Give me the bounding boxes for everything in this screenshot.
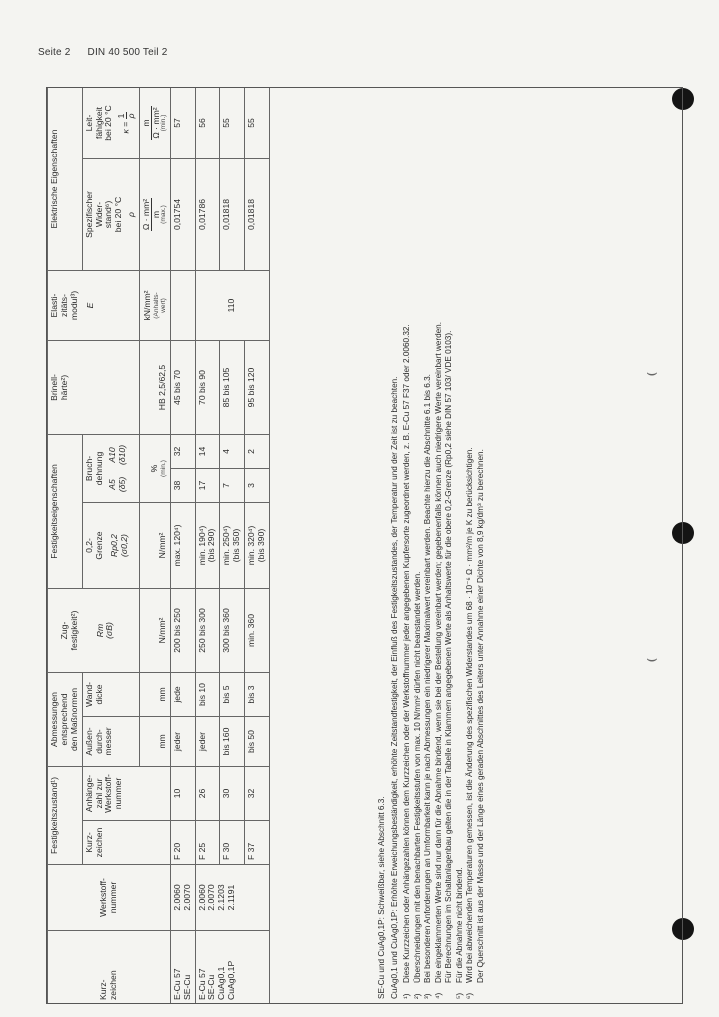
unit-mm-1: mm xyxy=(140,717,171,767)
e-label: Elasti- zitäts- modul³) xyxy=(49,290,79,321)
footnote-marker xyxy=(444,983,455,999)
col-leitfaehigkeit xyxy=(82,87,139,158)
cell-fz: F 37 xyxy=(245,821,270,865)
unit-percent: % xyxy=(149,464,160,473)
group-festigkeitszustand: Festigkeitszustand¹) xyxy=(48,767,83,865)
footnote-text: Überschneidungen mit den benachbarten Festigkeitsstufen von max. 10 N/mm² dürfen nicht beanstandet werden. xyxy=(412,571,422,983)
col-wanddicke: Wand- dicke xyxy=(82,673,139,717)
note-erweichung: CuAg0,1 und CuAg0,1P: Erhöhte Erweichungsbeständigkeit, erhöhte Zeitstandfestigkeit, der Einfluß des Festigkeitszustandes, der Temperatur und der Zeit ist zu beachten. xyxy=(389,376,399,999)
cell-aussen: bis 160 xyxy=(220,717,245,767)
cell-a10: 14 xyxy=(195,435,220,469)
cell-e-value: 110 xyxy=(195,271,269,341)
cell-fz: F 20 xyxy=(170,821,195,865)
col-bruchdehnung xyxy=(82,435,139,503)
rho-symbol: ρ xyxy=(126,212,137,217)
cell-wand: bis 10 xyxy=(195,673,220,717)
zug-label: Zug- festigkeit²) xyxy=(58,610,79,651)
rho-unit-num: Ω · mm² xyxy=(141,198,151,231)
col-fz-kurzzeichen: Kurz- zeichen xyxy=(82,821,170,865)
footnote-marker: ⁵) xyxy=(454,992,464,999)
cell-werkstoff-group1: 2.0060 2.0070 xyxy=(170,865,195,931)
cell-wand: jede xyxy=(170,673,195,717)
cell-zug: 200 bis 250 xyxy=(170,589,195,673)
properties-table xyxy=(47,87,270,1004)
e-symbol: E xyxy=(84,302,95,309)
footnote xyxy=(444,99,455,999)
cell-anh: 30 xyxy=(220,767,245,821)
a10-symbol: A10 (δ10) xyxy=(107,444,128,465)
unit-e xyxy=(140,271,171,341)
table-row xyxy=(195,87,220,1004)
cell-fz: F 25 xyxy=(195,821,220,865)
footnote-text: Für Berechnungen im Schaltanlagenbau gelten die in der Tabelle in Klammern angegebenen Werte als Anhaltswerte für die obere 0,2-Grenze (Rp0,2 siehe DIN 57 103/ VDE 0103). xyxy=(444,330,453,983)
cell-kappa: 56 xyxy=(195,87,220,158)
cell-rho: 0,01786 xyxy=(195,159,220,271)
cell-hb: 95 bis 120 xyxy=(245,341,270,435)
footnote xyxy=(465,99,476,999)
e-note: (Anhalts- wert) xyxy=(152,292,168,319)
unit-r02: N/mm² xyxy=(140,503,171,589)
cell-hb: 45 bis 70 xyxy=(170,341,195,435)
cell-anh: 32 xyxy=(245,767,270,821)
cell-kappa: 55 xyxy=(220,87,245,158)
col-02-grenze xyxy=(82,503,139,589)
footnote xyxy=(476,99,487,999)
r02-symbol: Rp0,2 (σ0,2) xyxy=(109,534,130,557)
footnote-marker: ³) xyxy=(423,993,432,999)
cell-a10: 2 xyxy=(245,435,270,469)
cell-werkstoff-group2: 2.0060 2.0070 2.1203 2.1191 xyxy=(195,865,269,931)
leit-label: Leit- fähigkeit bei 20 °C xyxy=(83,105,114,141)
cell-zug: 250 bis 300 xyxy=(195,589,220,673)
footnote xyxy=(434,99,445,999)
table-row xyxy=(170,87,195,1004)
col-zugfestigkeit xyxy=(48,589,140,673)
col-kurzzeichen: Kurz- zeichen xyxy=(48,931,171,1005)
col-elastizitaetsmodul xyxy=(48,271,140,341)
col-spez-widerstand xyxy=(82,159,139,271)
cell-wand: bis 3 xyxy=(245,673,270,717)
cell-a5: 38 xyxy=(170,469,195,503)
footnote-marker: ¹) xyxy=(402,993,411,999)
cell-rho: 0,01818 xyxy=(220,159,245,271)
footnote-text: Bei besonderen Anforderungen an Umformbarkeit kann je nach Abmessungen ein niedrigerer Maximalwert vereinbart werden. Beachte hierzu die Abschnitte 6.1 bis 6.3. xyxy=(423,374,432,983)
cell-aussen: jeder xyxy=(170,717,195,767)
footnote xyxy=(423,99,434,999)
rho-unit-den: m xyxy=(150,210,161,219)
cell-r02: min. 320⁴) (bis 390) xyxy=(245,503,270,589)
cell-aussen: jeder xyxy=(195,717,220,767)
wid-label: Spezifischer Wider- stand⁶) bei 20 °C xyxy=(83,191,124,238)
footnote xyxy=(413,99,424,999)
unit-rho xyxy=(140,159,171,271)
cell-a10: 4 xyxy=(220,435,245,469)
footnote-marker: ²) xyxy=(412,993,422,999)
kappa-min: (min.) xyxy=(160,114,168,132)
group-abmessungen: Abmessungen entsprechend den Maßnormen xyxy=(48,673,83,767)
kappa-unit-den: Ω · mm² xyxy=(150,107,161,139)
cell-fz: F 30 xyxy=(220,821,245,865)
zug-symbol: Rm (σB) xyxy=(94,622,115,639)
cell-e-empty xyxy=(170,271,195,341)
cell-aussen: bis 50 xyxy=(245,717,270,767)
kappa-den: ρ xyxy=(125,113,136,119)
footnote-marker xyxy=(476,983,487,999)
cell-hb: 70 bis 90 xyxy=(195,341,220,435)
scan-mark: ⌣ xyxy=(646,648,658,668)
scan-mark: ⌣ xyxy=(646,362,658,382)
group-festigkeitseigenschaften: Festigkeitseigenschaften xyxy=(48,435,83,589)
unit-kappa xyxy=(140,87,171,158)
cell-anh: 26 xyxy=(195,767,220,821)
unit-min: (min.) xyxy=(160,460,168,477)
rho-max: (max.) xyxy=(160,205,168,224)
unit-bruch xyxy=(140,435,171,503)
rotated-document xyxy=(46,87,683,1004)
cell-r02: max. 120⁴) xyxy=(170,503,195,589)
unit-brinell: HB 2,5/62,5 xyxy=(140,341,171,435)
unit-mm-2: mm xyxy=(140,673,171,717)
r02-label: 0,2- Grenze xyxy=(83,531,104,560)
footnote-text: Diese Kurzzeichen oder Anhängezahlen können dem Kurzzeichen oder der Werkstoffnummer jeder angegebenen Kupfersorte zugeordnet werden, z. B. E-Cu 57 F37 oder 2.0060.32. xyxy=(402,324,411,983)
cell-r02: min. 250⁴) (bis 350) xyxy=(220,503,245,589)
cell-rho: 0,01754 xyxy=(170,159,195,271)
group-elektrische-eigenschaften: Elektrische Eigenschaften xyxy=(48,87,83,270)
page-header xyxy=(38,47,181,58)
note-schweissbar: SE-Cu und CuAg0,1P: Schweißbar, siehe Abschnitt 6.3. xyxy=(377,796,386,999)
col-fz-anhaengezahl: Anhänge- zahl zur Werkstoff- nummer xyxy=(82,767,170,821)
cell-kurzzeichen-group1: E-Cu 57 SE-Cu xyxy=(170,931,195,1005)
kappa-unit-num: m xyxy=(142,106,152,139)
footnote xyxy=(455,99,466,999)
notes-section xyxy=(377,99,486,999)
cell-a5: 17 xyxy=(195,469,220,503)
col-werkstoffnummer: Werkstoff- nummer xyxy=(48,865,171,931)
cell-anh: 10 xyxy=(170,767,195,821)
unit-zug: N/mm² xyxy=(140,589,171,673)
page-number: Seite 2 xyxy=(38,47,71,58)
document-id: DIN 40 500 Teil 2 xyxy=(87,47,168,58)
cell-kappa: 55 xyxy=(245,87,270,158)
col-aussendurchmesser: Außen- durch- messer xyxy=(82,717,139,767)
col-brinellhaerte xyxy=(48,341,140,435)
footnote-text: Der Querschnitt ist aus der Masse und der Länge eines geraden Abschnittes des Leiters unter Annahme einer Dichte von 8,9 kg/dm³ zu berechnen. xyxy=(475,449,485,983)
footnote-marker: ⁴) xyxy=(433,992,443,999)
cell-r02: min. 190⁴) (bis 290) xyxy=(195,503,220,589)
cell-kappa: 57 xyxy=(170,87,195,158)
cell-zug: min. 360 xyxy=(245,589,270,673)
kappa-symbol: κ = xyxy=(120,119,131,134)
footnote-marker: ⁶) xyxy=(465,992,474,999)
cell-zug: 300 bis 360 xyxy=(220,589,245,673)
footnote-text: Die eingeklammerten Werte sind nur dann für die Abnahme bindend, wenn sie bei der Bestellung vereinbart werden; gegebenenfalls können auch niedrigere Werte vereinbart werden. xyxy=(433,321,443,983)
cell-a10: 32 xyxy=(170,435,195,469)
footnote-text: Wird bei abweichenden Temperaturen gemessen, ist die Änderung des spezifischen Widerstandes um 68 · 10⁻⁶ Ω · mm²/m je K zu berücksichtigen. xyxy=(465,447,474,983)
cell-a5: 7 xyxy=(220,469,245,503)
bruch-label: Bruch- dehnung xyxy=(83,451,104,486)
e-unit: kN/mm² xyxy=(141,290,152,321)
cell-hb: 85 bis 105 xyxy=(220,341,245,435)
brinell-label: Brinell- härte²) xyxy=(49,374,69,401)
footnote xyxy=(402,99,413,999)
cell-wand: bis 5 xyxy=(220,673,245,717)
cell-a5: 3 xyxy=(245,469,270,503)
footnote-text: Für die Abnahme nicht bindend. xyxy=(454,867,464,983)
a5-symbol: A5 (δ5) xyxy=(107,476,128,493)
cell-rho: 0,01818 xyxy=(245,159,270,271)
kappa-num: 1 xyxy=(116,113,127,119)
cell-kurzzeichen-group2: E-Cu 57 SE-Cu CuAg0,1 CuAg0,1P xyxy=(195,931,269,1005)
